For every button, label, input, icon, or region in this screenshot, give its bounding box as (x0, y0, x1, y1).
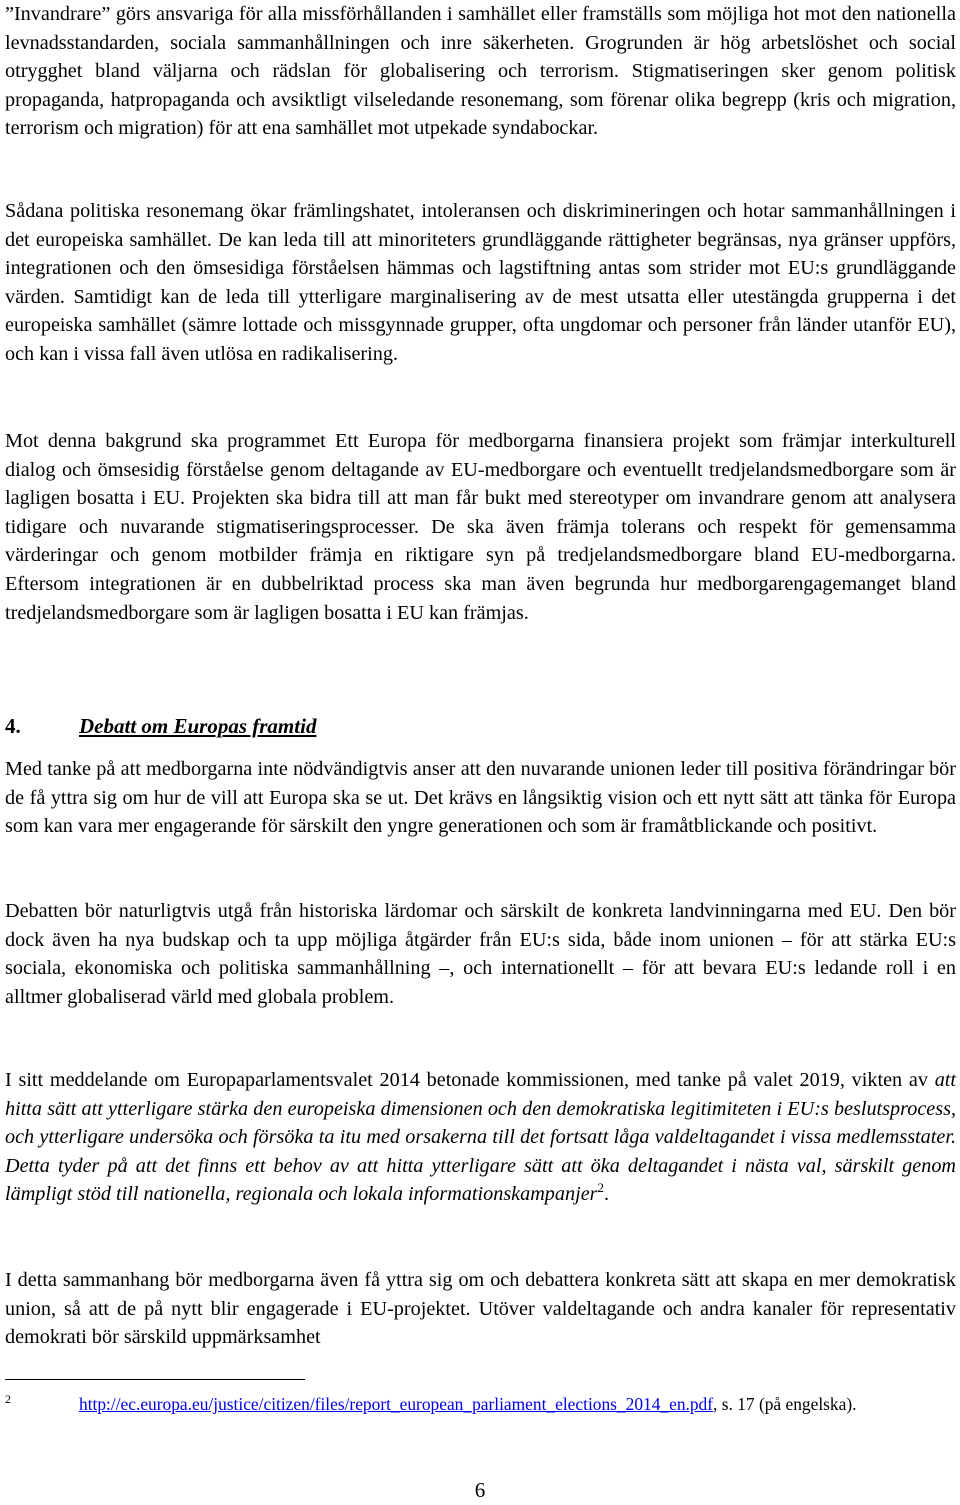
footnote-reference[interactable]: 2 (597, 1180, 605, 1196)
footnote-link[interactable]: http://ec.europa.eu/justice/citizen/files/report_european_parliament_elections_2014_en.pdf (79, 1394, 714, 1414)
page-number: 6 (474, 1478, 486, 1502)
paragraph-1: ”Invandrare” görs ansvariga för alla missförhållanden i samhället eller framställs som möjliga hot mot den nationella levnadsstandarden, sociala sammanhållningen och inre säkerheten. Grogrunden är hög arbetslöshet och social otrygghet bland väljarna och rädslan för globalisering och terrorism. Stigmatiseringen sker genom politisk propaganda, hatpropaganda och avsiktligt vilseledande resonemang, som förenar olika begrepp (kris och migration, terrorism och migration) för att ena samhället mot utpekade syndabockar. (5, 3, 956, 140)
footnote-separator (5, 1379, 305, 1380)
section-title: Debatt om Europas framtid (79, 714, 317, 738)
footnote-marker: 2 (5, 1392, 11, 1406)
footnote (5, 1392, 956, 1416)
paragraph-6-text: I sitt meddelande om Europaparlamentsvalet 2014 betonade kommissionen, med tanke på valet 2019, vikten av (5, 1069, 935, 1091)
paragraph-7: I detta sammanhang bör medborgarna även få yttra sig om och debattera konkreta sätt att skapa en mer demokratisk union, så att de på nytt blir engagerade i EU-projektet. Utöver valdeltagande och andra kanaler för representativ demokrati bör särskild uppmärksamhet (5, 1269, 956, 1349)
section-heading (5, 712, 316, 740)
paragraph-6 (5, 1066, 956, 1209)
paragraph-6-quote: att hitta sätt att ytterligare stärka den europeiska dimensionen och den demokratiska legitimiteten i EU:s beslutsprocess, och ytterligare undersöka och försöka ta itu med orsakerna till det fortsatt låga valdeltagandet i vissa medlemsstater. Detta tyder på att det finns ett behov av att hitta ytterligare sätt att öka deltagandet i nästa val, särskilt genom lämpligt stöd till nationella, regionala och lokala informationskampanjer (5, 1069, 956, 1206)
paragraph-6-end: . (604, 1183, 610, 1206)
paragraph-5: Debatten bör naturligtvis utgå från historiska lärdomar och särskilt de konkreta landvinningarna med EU. Den bör dock även ha nya budskap och ta upp möjliga åtgärder från EU:s sida, både inom unionen – för att stärka EU:s sociala, ekonomiska och politiska sammanhållning –, och internationellt – för att bevara EU:s ledande roll i en alltmer globaliserad värld med globala problem. (5, 900, 956, 1008)
paragraph-3: Mot denna bakgrund ska programmet Ett Europa för medborgarna finansiera projekt som främjar interkulturell dialog och ömsesidig förståelse genom deltagande av EU-medborgare och eventuellt tredjelandsmedborgare som är lagligen bosatta i EU. Projekten ska bidra till att man får bukt med stereotyper om invandrare genom att analysera tidigare och nuvarande stigmatiseringsprocesser. De ska även främja tolerans och respekt för gemensamma värderingar och genom motbilder främja en riktigare syn på tredjelandsmedborgare bland EU-medborgarna. Eftersom integrationen är en dubbelriktad process ska man även begrunda hur medborgarengagemanget bland tredjelandsmedborgare som är lagligen bosatta i EU kan främjas. (5, 430, 956, 624)
footnote-body (79, 1392, 956, 1416)
paragraph-2: Sådana politiska resonemang ökar främlingshatet, intoleransen och diskrimineringen och hotar sammanhållningen i det europeiska samhället. De kan leda till att minoriteters grundläggande rättigheter begränsas, nya gränser uppförs, integrationen och den ömsesidiga förståelsen hämmas och lagstiftning antas som strider mot EU:s grundläggande värden. Samtidigt kan de leda till ytterligare marginalisering av de mest utsatta eller utestängda grupperna i det europeiska samhället (sämre lottade och missgynnade grupper, ofta ungdomar och personer från länder utanför EU), och kan i vissa fall även utlösa en radikalisering. (5, 200, 956, 365)
footnote-suffix: , s. 17 (på engelska). (713, 1394, 857, 1414)
paragraph-4: Med tanke på att medborgarna inte nödvändigtvis anser att den nuvarande unionen leder till positiva förändringar bör de få yttra sig om hur de vill att Europa ska se ut. Det krävs en långsiktig vision och ett nytt sätt att tänka för Europa som kan vara mer engagerande för särskilt den yngre generationen och som är framåtblickande och positivt. (5, 758, 956, 838)
section-number: 4. (5, 714, 21, 738)
